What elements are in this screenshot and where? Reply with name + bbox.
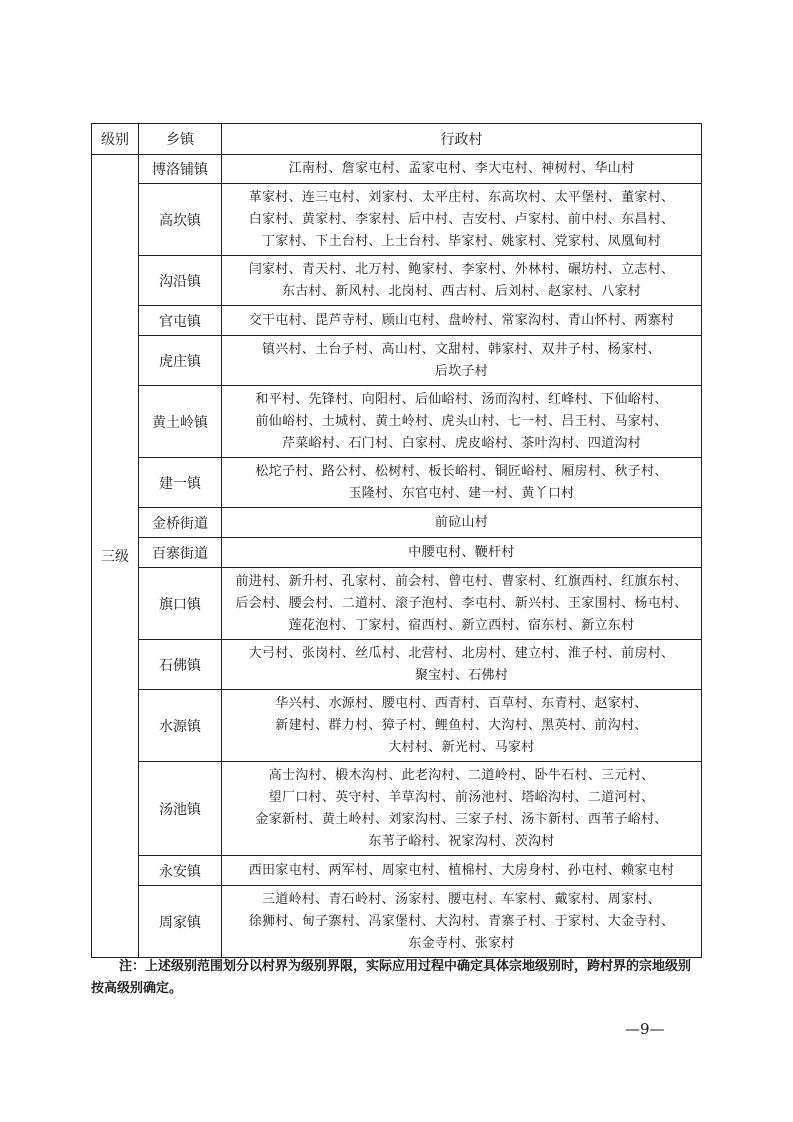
- village-line: 丁家村、下土台村、上土台村、毕家村、姚家村、党家村、凤凰甸村: [261, 233, 661, 249]
- table-row: [92, 336, 702, 386]
- village-line: 后坎子村: [434, 363, 489, 379]
- village-line: 东金寺村、张家村: [408, 935, 515, 951]
- villages-cell: [222, 458, 702, 508]
- town-cell: 石佛镇: [139, 640, 222, 690]
- villages-cell: [222, 256, 702, 306]
- village-line: 大村村、新光村、马家村: [388, 739, 535, 755]
- village-line: 聚宝村、石佛村: [414, 667, 509, 683]
- table-row: [92, 762, 702, 856]
- village-line: 江南村、詹家屯村、孟家屯村、李大屯村、神树村、华山村: [288, 161, 635, 176]
- villages-cell: [222, 184, 702, 256]
- villages-cell: [222, 538, 702, 568]
- villages-cell: [222, 155, 702, 184]
- table-row: [92, 256, 702, 306]
- village-line: 徐狮村、甸子寨村、冯家堡村、大沟村、青寨子村、于家村、大金寺村、: [248, 913, 675, 929]
- footnote: 注：上述级别范围划分以村界为级别界限，实际应用过程中确定具体宗地级别时，跨村界的宗地级别按高级别确定。: [91, 959, 692, 996]
- villages-cell: [222, 856, 702, 886]
- village-line: 前仙峪村、土城村、黄土岭村、虎头山村、七一村、吕王村、马家村、: [255, 413, 668, 429]
- town-cell: 永安镇: [139, 856, 222, 886]
- table-row: [92, 690, 702, 762]
- town-cell: 旗口镇: [139, 568, 222, 640]
- villages-cell: [222, 386, 702, 458]
- village-line: 望厂口村、英守村、羊草沟村、前汤池村、塔峪沟村、二道河村、: [268, 789, 655, 805]
- villages-cell: [222, 306, 702, 336]
- level-cell: 三级: [92, 155, 139, 958]
- village-line: 西田家屯村、两军村、周家屯村、植棉村、大房身村、孙屯村、赖家屯村: [248, 862, 675, 878]
- table-header-row: [92, 124, 702, 155]
- grade-table: [91, 123, 702, 958]
- town-cell: 金桥街道: [139, 508, 222, 538]
- page-number: —9—: [625, 1020, 665, 1038]
- table-row: [92, 568, 702, 640]
- village-line: 松坨子村、路公村、松树村、板长峪村、铜匠峪村、厢房村、秋子村、: [255, 463, 668, 479]
- villages-cell: [222, 690, 702, 762]
- header-villages: 行政村: [222, 124, 702, 155]
- village-line: 金家新村、黄土岭村、刘家沟村、三家子村、汤卞新村、西苇子峪村、: [255, 811, 668, 827]
- village-line: 高士沟村、椴木沟村、此老沟村、二道岭村、卧牛石村、三元村、: [268, 767, 655, 783]
- village-line: 革家村、连三屯村、刘家村、太平庄村、东高坎村、太平堡村、董家村、: [248, 189, 675, 205]
- village-line: 白家村、黄家村、李家村、后中村、吉安村、卢家村、前中村、东昌村、: [248, 211, 675, 227]
- village-line: 东苇子峪村、祝家沟村、茨沟村: [368, 833, 555, 849]
- table-row: [92, 886, 702, 958]
- village-line: 镇兴村、土台子村、高山村、文甜村、韩家村、双井子村、杨家村、: [261, 341, 661, 357]
- header-town: 乡镇: [139, 124, 222, 155]
- village-line: 华兴村、水源村、腰屯村、西青村、百草村、东青村、赵家村、: [275, 695, 648, 711]
- town-cell: 水源镇: [139, 690, 222, 762]
- town-cell: 官屯镇: [139, 306, 222, 336]
- villages-cell: [222, 640, 702, 690]
- village-line: 新建村、群力村、獐子村、鲤鱼村、大沟村、黑英村、前沟村、: [275, 717, 648, 733]
- villages-cell: [222, 762, 702, 856]
- town-cell: 建一镇: [139, 458, 222, 508]
- table-row: [92, 306, 702, 336]
- village-line: 大弓村、张岗村、丝瓜村、北营村、北房村、建立村、淮子村、前房村、: [248, 645, 675, 661]
- village-line: 闫家村、青天村、北万村、鲍家村、李家村、外林村、碾坊村、立志村、: [248, 261, 675, 277]
- town-cell: 汤池镇: [139, 762, 222, 856]
- table-row: [92, 184, 702, 256]
- header-level: 级别: [92, 124, 139, 155]
- village-line: 莲花泡村、丁家村、宿西村、新立西村、宿东村、新立东村: [288, 617, 635, 633]
- village-line: 东古村、新风村、北岗村、西古村、后刘村、赵家村、八家村: [281, 283, 642, 299]
- village-line: 前砬山村: [434, 514, 489, 530]
- villages-cell: [222, 886, 702, 958]
- table-row: [92, 856, 702, 886]
- villages-cell: [222, 508, 702, 538]
- table-row: [92, 508, 702, 538]
- town-cell: 博洛铺镇: [139, 155, 222, 184]
- table-row: [92, 386, 702, 458]
- village-line: 后会村、腰会村、二道村、滚子泡村、李屯村、新兴村、王家围村、杨屯村、: [235, 595, 688, 611]
- town-cell: 沟沿镇: [139, 256, 222, 306]
- table-body: [92, 155, 702, 958]
- town-cell: 高坎镇: [139, 184, 222, 256]
- village-line: 芹菜峪村、石门村、白家村、虎皮峪村、茶叶沟村、四道沟村: [281, 435, 642, 451]
- table-row: [92, 538, 702, 568]
- town-cell: 百寨街道: [139, 538, 222, 568]
- village-line: 和平村、先锋村、向阳村、后仙峪村、汤而沟村、红峰村、下仙峪村、: [255, 391, 668, 407]
- villages-cell: [222, 568, 702, 640]
- village-line: 三道岭村、青石岭村、汤家村、腰屯村、车家村、戴家村、周家村、: [261, 891, 661, 907]
- town-cell: 虎庄镇: [139, 336, 222, 386]
- village-line: 中腰屯村、鞭杆村: [408, 544, 515, 560]
- town-cell: 周家镇: [139, 886, 222, 958]
- villages-cell: [222, 336, 702, 386]
- table-row: [92, 155, 702, 184]
- village-line: 玉隆村、东官屯村、建一村、黄丫口村: [348, 485, 575, 501]
- table-row: [92, 458, 702, 508]
- village-line: 前进村、新升村、孔家村、前会村、曾屯村、曹家村、红旗西村、红旗东村、: [235, 573, 688, 589]
- table-row: [92, 640, 702, 690]
- town-cell: 黄土岭镇: [139, 386, 222, 458]
- village-line: 交干屯村、毘芦寺村、顾山屯村、盘岭村、常家沟村、青山怀村、两寨村: [248, 312, 675, 328]
